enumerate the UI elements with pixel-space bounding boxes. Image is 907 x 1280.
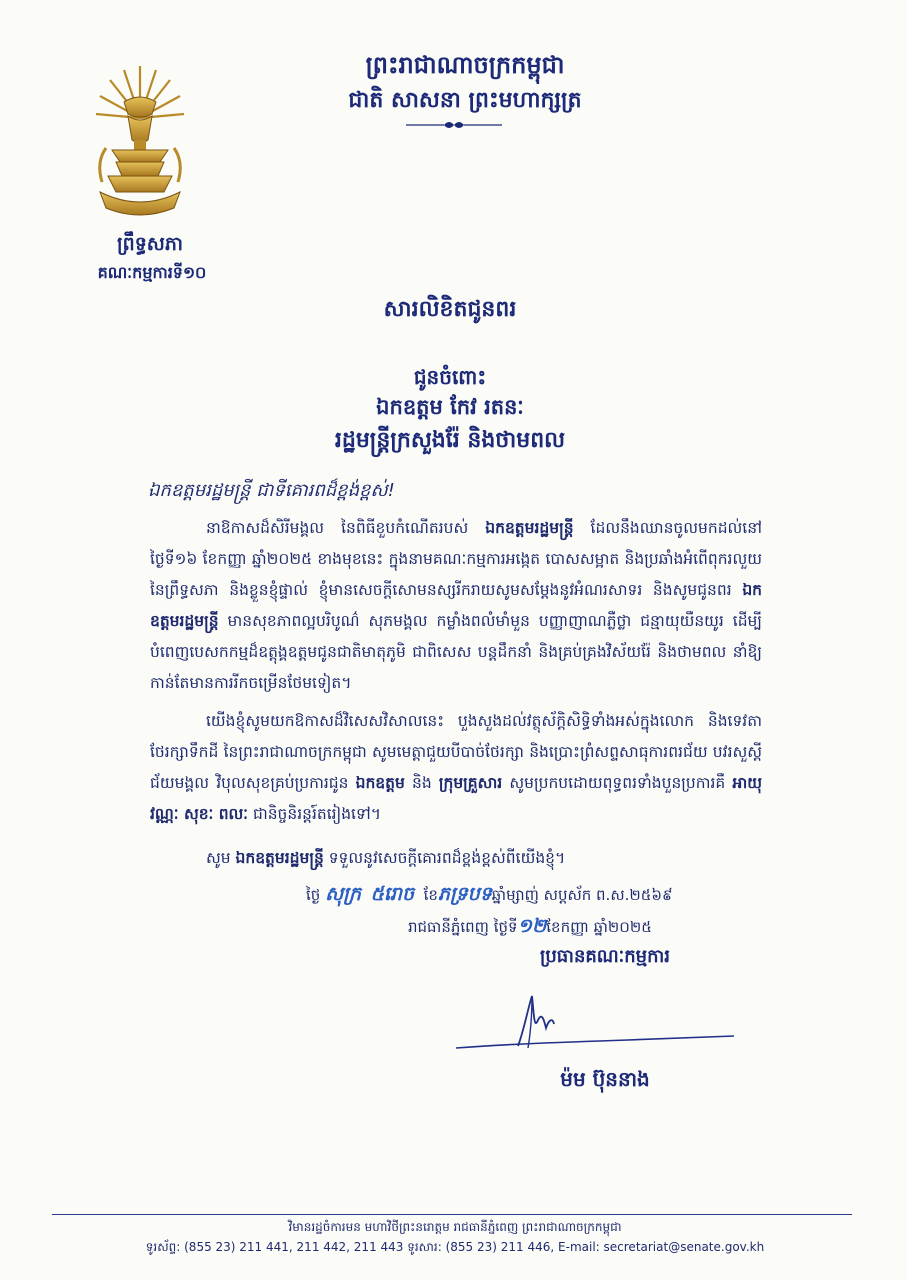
phone-label: ទូរស័ព្ទ:	[145, 1240, 181, 1254]
footer-address: វិមានរដ្ឋចំការមន មហាវិថីព្រះនរោត្តម រាជធានីភ្នំពេញ ព្រះរាជាណាចក្រកម្ពុជា	[288, 1220, 622, 1234]
recipient-name: ឯកឧត្តម កែវ រតនៈ	[376, 395, 524, 419]
email-label: E-mail:	[558, 1240, 600, 1254]
paragraph-text: សូមប្រកបដោយពុទ្ធពរទាំងបួនប្រការគឺ	[502, 774, 733, 792]
handwritten-weekday: សុក្រ	[325, 883, 361, 905]
closing-text: ទទួលនូវសេចក្តីគោរពដ៏ខ្ពង់ខ្ពស់ពីយើងខ្ញុំ។	[323, 849, 566, 867]
day-label: ថ្ងៃ	[306, 886, 321, 904]
paragraph-text: ជានិច្ចនិរន្តរ៍តរៀងទៅ។	[248, 805, 381, 823]
solar-date-suffix: ខែកញ្ញា ឆ្នាំ២០២៥	[546, 918, 652, 936]
divider-ornament-icon	[404, 118, 504, 132]
footer-divider	[52, 1214, 852, 1215]
signatory-name: ម៉ម ប៊ុននាង	[560, 1067, 650, 1091]
paragraph-emphasis: ឯកឧត្តមរដ្ឋមន្ត្រី	[150, 581, 762, 630]
to-label: ជូនចំពោះ	[413, 365, 487, 389]
kingdom-heading: ព្រះរាជាណាចក្រកម្ពុជា	[365, 51, 565, 79]
lunar-year: ឆ្នាំម្សាញ់ សប្តស័ក ព.ស.២៥៦៩	[491, 886, 673, 904]
paragraph-text: យើងខ្ញុំសូមយកឱកាសដ៏វិសេសវិសាលនេះ បួងសួងដល់វត្ថុស័ក្តិសិទ្ធិទាំងអស់ក្នុងលោក និងទេវតាថែរក្សាទឹកដី នៃព្រះរាជាណាចក្រកម្ពុជា សូមមេត្តាជួយបីបាច់ថែរក្សា និងប្រោះព្រំសព្ទសាធុការពរជ័យ បវរសួស្តី ជ័យមង្គល វិបុលសុខគ្រប់ប្រការជូន	[150, 712, 762, 792]
sender-institution: ព្រឹទ្ធសភា	[117, 233, 183, 255]
senate-emblem-icon	[94, 62, 186, 222]
fax-label: ទូរសារ:	[407, 1240, 442, 1254]
paragraph-emphasis: អាយុ វណ្ណៈ សុខៈ ពលៈ	[150, 774, 762, 823]
footer-contact	[110, 1239, 800, 1257]
closing-text: សូម	[206, 849, 236, 867]
paragraph-text: ដែលនឹងឈានចូលមកដល់នៅថ្ងៃទី១៦ ខែកញ្ញា ឆ្នាំ២០២៥ ខាងមុខនេះ ក្នុងនាមគណៈកម្មការអង្កេត បោសសម្អាត និងប្រឆាំងអំពើពុករលួយ នៃព្រឹទ្ធសភា និងខ្លួនខ្ញុំផ្ទាល់ ខ្ញុំមានសេចក្តីសោមនស្សរីករាយសូមសម្តែងនូវអំណរសាទរ និងសូមជូនពរ	[150, 519, 762, 599]
closing-line	[206, 848, 766, 871]
paragraph-emphasis: ក្រុមគ្រួសារ	[438, 774, 503, 792]
paragraph-text: មានសុខភាពល្អបរិបូណ៌ សុភមង្គល កម្លាំងពលំមាំមួន បញ្ញាញាណភ្លឺថ្លា ជន្មាយុយឺនយូរ ដើម្បីបំពេញបេសកកម្មដ៏ឧត្តុង្គឧត្តមជូនជាតិមាតុភូមិ ជាពិសេស បន្តដឹកនាំ និងគ្រប់គ្រងវិស័យរ៉ែ និងថាមពល នាំឱ្យកាន់តែមានការរីកចម្រើនថែមទៀត។	[150, 612, 762, 692]
lunar-date-line	[306, 882, 776, 910]
paragraph-emphasis: ឯកឧត្តមរដ្ឋមន្ត្រី	[485, 519, 574, 537]
national-motto: ជាតិ សាសនា ព្រះមហាក្សត្រ	[348, 88, 582, 113]
handwritten-lunar-day: ៥រោច	[370, 883, 415, 905]
solar-date-prefix: រាជធានីភ្នំពេញ ថ្ងៃទី	[408, 918, 518, 936]
sender-committee: គណៈកម្មការទី១០	[97, 263, 207, 282]
body-paragraph-1	[150, 513, 762, 699]
phone-numbers: (855 23) 211 441, 211 442, 211 443	[184, 1240, 404, 1254]
fax-number: (855 23) 211 446,	[445, 1240, 555, 1254]
letter-title: សារលិខិតជូនពរ	[383, 297, 517, 322]
handwritten-signature	[448, 990, 738, 1060]
paragraph-emphasis: ឯកឧត្តម	[355, 774, 405, 792]
signatory-title: ប្រធានគណៈកម្មការ	[540, 946, 670, 967]
recipient-title: រដ្ឋមន្ត្រីក្រសួងរ៉ែ និងថាមពល	[334, 428, 566, 453]
solar-date-line	[408, 914, 788, 942]
month-label: ខែ	[423, 886, 438, 904]
paragraph-text: នាឱកាសដ៏សិរីមង្គល នៃពិធីខួបកំណើតរបស់	[206, 519, 486, 537]
body-paragraph-2	[150, 706, 762, 830]
closing-emphasis: ឯកឧត្តមរដ្ឋមន្ត្រី	[235, 849, 324, 867]
salutation: ឯកឧត្តមរដ្ឋមន្ត្រី ជាទីគោរពដ៏ខ្ពង់ខ្ពស់!	[148, 480, 395, 501]
handwritten-month: ភទ្របទ	[437, 883, 492, 905]
paragraph-text: និង	[404, 774, 439, 792]
email-address[interactable]: secretariat@senate.gov.kh	[603, 1240, 765, 1254]
handwritten-day: ១២	[517, 915, 547, 937]
